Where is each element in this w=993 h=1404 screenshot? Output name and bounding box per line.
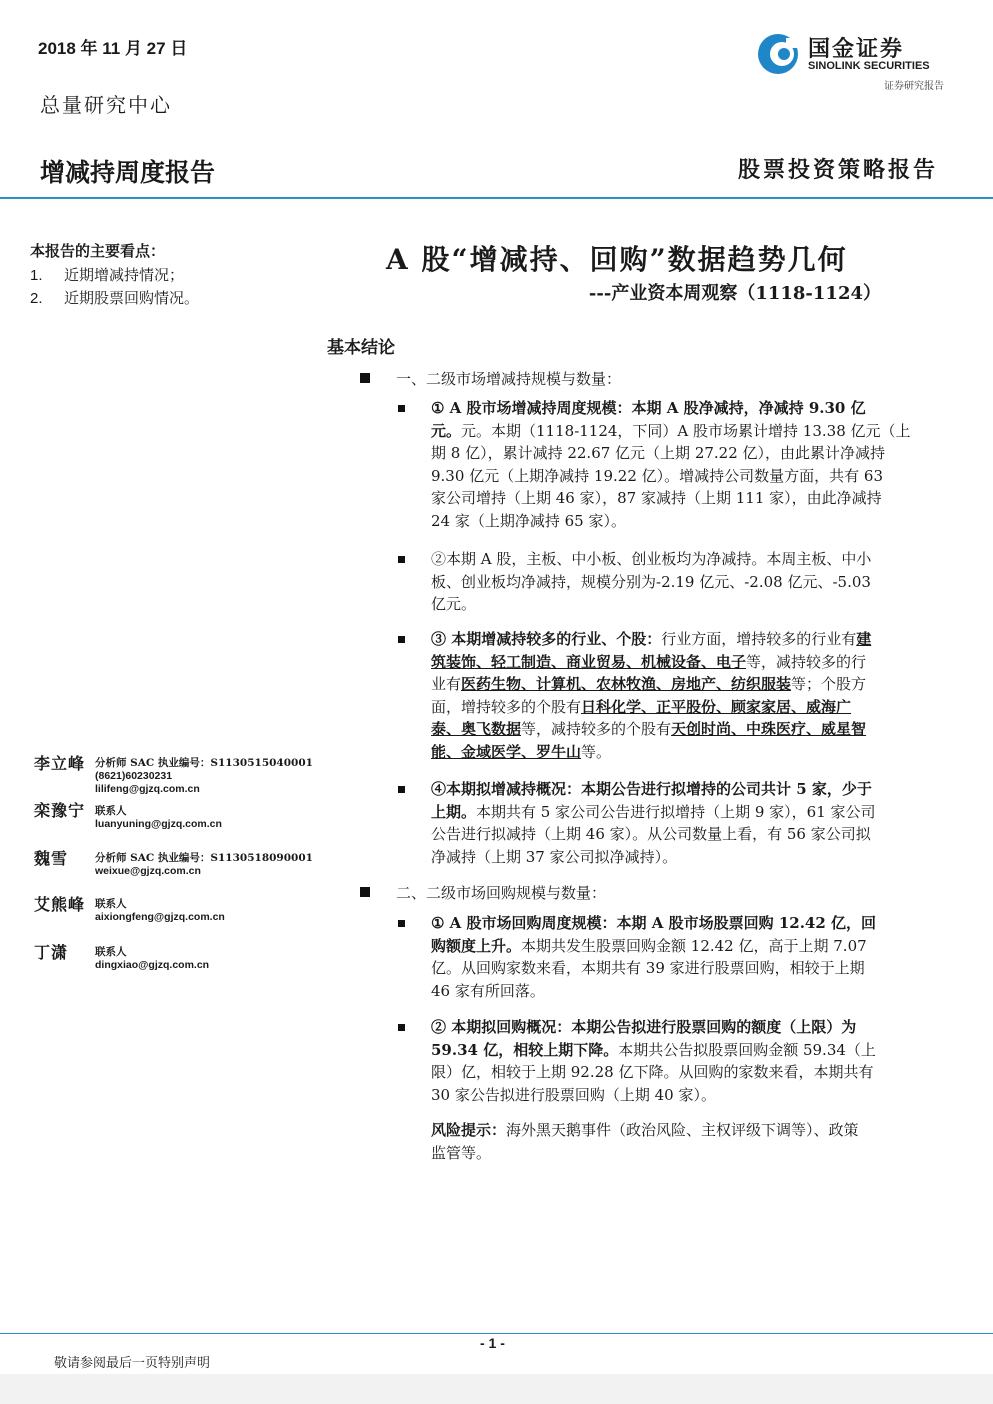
paragraph-lead: ③ 本期增减持较多的行业、个股： <box>431 630 662 648</box>
key-point-text: 近期股票回购情况。 <box>64 289 200 307</box>
report-date: 2018 年 11 月 27 日 <box>38 39 188 58</box>
section-heading <box>360 368 621 389</box>
analyst-info <box>95 805 222 831</box>
analyst-role: 分析师 SAC 执业编号：S1130515040001 <box>95 757 313 769</box>
report-main-title: A 股“增减持、回购”数据趋势几何 <box>386 243 848 276</box>
analyst-info <box>95 898 225 924</box>
paragraph-text: 面，增持较多的个股有 <box>431 697 582 716</box>
paragraph-text: 净减持（上期 37 家公司拟净减持）。 <box>431 847 678 866</box>
analyst-info <box>95 852 313 878</box>
stock-link: 能、金域医学、罗牛山 <box>431 742 582 761</box>
analyst-name: 丁潇 <box>34 943 69 962</box>
square-bullet-icon <box>398 1024 405 1031</box>
paragraph-text: 等；个股方 <box>791 675 867 694</box>
paragraph-text: 业有 <box>431 675 462 694</box>
risk-text: 海外黑天鹅事件（政治风险、主权评级下调等）、政策 <box>506 1121 859 1139</box>
analyst-name: 李立峰 <box>34 754 86 773</box>
risk-label: 风险提示： <box>431 1121 507 1139</box>
key-point-number: 1. <box>30 267 43 284</box>
analyst-email[interactable]: weixue@gjzq.com.cn <box>95 865 201 877</box>
paragraph <box>431 548 945 616</box>
square-bullet-icon <box>398 405 405 412</box>
company-logo <box>756 30 946 94</box>
paragraph-text: 亿。从回购家数来看，本期共有 39 家进行股票回购，相较于上期 <box>431 959 865 978</box>
industry-link: 医药生物、计算机、农林牧渔、房地产、纺织服装 <box>461 675 792 694</box>
logo-subtitle: 证券研究报告 <box>884 81 944 92</box>
paragraph-text: 期 8 亿），累计减持 22.67 亿元（上期 27.22 亿），由此累计净减持 <box>431 444 886 463</box>
footer-disclaimer: 敬请参阅最后一页特别声明 <box>54 1356 211 1371</box>
analyst-info <box>95 757 313 796</box>
paragraph-text: 等，减持较多的行 <box>746 652 867 671</box>
square-bullet-icon <box>398 556 405 563</box>
analyst-name: 栾豫宁 <box>34 801 86 820</box>
research-center-label: 总量研究中心 <box>40 93 172 117</box>
analyst-email[interactable]: dingxiao@gjzq.com.cn <box>95 959 210 971</box>
analyst-name: 魏雪 <box>34 849 69 868</box>
paragraph-text: 本期共发生股票回购金额 12.42 亿，高于上期 7.07 <box>521 936 867 955</box>
analyst-email[interactable]: aixiongfeng@gjzq.com.cn <box>95 911 225 923</box>
analyst-phone: (8621)60230231 <box>95 770 173 782</box>
analyst-role: 联系人 <box>95 946 127 958</box>
paragraph-text: 9.30 亿元（上期净减持 19.22 亿）。增减持公司数量方面，共有 63 <box>431 466 884 485</box>
paragraph-lead-end: 59.34 亿，相较上期下降。 <box>431 1040 619 1059</box>
analyst-role: 分析师 SAC 执业编号：S1130518090001 <box>95 852 313 864</box>
analyst-email[interactable]: luanyuning@gjzq.com.cn <box>95 818 222 830</box>
paragraph-lead: ④本期拟增减持概况：本期公告进行拟增持的公司共计 5 家，少于 <box>431 780 872 798</box>
paragraph <box>431 778 945 868</box>
paragraph-text: 元。本期（1118-1124，下同）A 股市场累计增持 13.38 亿元（上 <box>461 421 911 440</box>
paragraph-lead: ① A 股市场回购周度规模：本期 A 股市场股票回购 12.42 亿，回 <box>431 914 877 932</box>
paragraph-text: 限）亿，相较于上期 92.28 亿下降。从回购的家数来看，本期共有 <box>431 1063 874 1082</box>
report-series-title: 增减持周度报告 <box>40 159 216 187</box>
paragraph-text: 本期共公告拟股票回购金额 59.34（上 <box>618 1040 876 1059</box>
paragraph-lead-end: 上期。 <box>431 802 477 821</box>
logo-chinese-text: 国金证券 <box>808 36 905 61</box>
analyst-name: 艾熊峰 <box>34 895 86 914</box>
paragraph-text: 板、创业板均净减持，规模分别为-2.19 亿元、-2.08 亿元、-5.03 <box>431 572 871 591</box>
header-divider <box>0 197 993 199</box>
paragraph-text: 46 家有所回落。 <box>431 981 545 1000</box>
paragraph <box>431 628 945 764</box>
paragraph-text: 公告进行拟减持（上期 46 家）。从公司数量上看，有 56 家公司拟 <box>431 825 871 844</box>
key-point-item <box>30 287 199 308</box>
industry-link: 建 <box>856 630 872 648</box>
paragraph-text: 家公司增持（上期 46 家），87 家减持（上期 111 家），由此净减持 <box>431 489 882 508</box>
paragraph-lead: ②本期 A 股，主板、中小板、创业板均为净减持。本周主板、中小 <box>431 550 872 568</box>
logo-english-text: SINOLINK SECURITIES <box>808 60 930 72</box>
paragraph-lead-end: 元。 <box>431 421 462 440</box>
stock-link: 天创时尚、中珠医疗、威星智 <box>671 720 867 739</box>
paragraph-text: 等。 <box>581 742 612 761</box>
footer-divider <box>0 1333 993 1334</box>
key-point-item <box>30 264 184 285</box>
analyst-role: 联系人 <box>95 805 127 817</box>
stock-link: 泰、奥飞数据 <box>431 720 522 739</box>
logo-mark-icon <box>756 32 800 76</box>
square-bullet-icon <box>398 920 405 927</box>
paragraph-lead: ① A 股市场增减持周度规模：本期 A 股净减持，净减持 9.30 亿 <box>431 399 866 417</box>
square-bullet-icon <box>398 786 405 793</box>
paragraph-text: 行业方面，增持较多的行业有 <box>661 630 857 648</box>
paragraph-text: 亿元。 <box>431 595 477 614</box>
key-point-number: 2. <box>30 290 43 307</box>
risk-warning <box>431 1119 945 1164</box>
square-bullet-icon <box>398 636 405 643</box>
risk-text: 监管等。 <box>431 1143 492 1162</box>
page-number: - 1 - <box>480 1335 505 1351</box>
page-bottom-band <box>0 1374 993 1404</box>
analyst-email[interactable]: lilifeng@gjzq.com.cn <box>95 783 200 795</box>
square-bullet-icon <box>360 373 370 383</box>
paragraph <box>431 397 945 533</box>
section-heading-text: 一、二级市场增减持规模与数量： <box>396 370 622 388</box>
key-point-text: 近期增减持情况； <box>64 266 185 284</box>
report-subtitle: ---产业资本周观察（1118-1124） <box>588 283 881 304</box>
paragraph-text: 24 家（上期净减持 65 家）。 <box>431 511 626 530</box>
paragraph-text: 30 家公告拟进行股票回购（上期 40 家）。 <box>431 1085 716 1104</box>
paragraph-lead: ② 本期拟回购概况：本期公告拟进行股票回购的额度（上限）为 <box>431 1018 857 1036</box>
industry-link: 筑装饰、轻工制造、商业贸易、机械设备、电子 <box>431 652 747 671</box>
paragraph <box>431 912 945 1002</box>
square-bullet-icon <box>360 887 370 897</box>
paragraph-lead-end: 购额度上升。 <box>431 936 522 955</box>
report-category: 股票投资策略报告 <box>737 157 938 183</box>
conclusion-heading: 基本结论 <box>327 338 395 358</box>
key-points-heading: 本报告的主要看点： <box>30 242 166 260</box>
stock-link: 日科化学、正平股份、顾家家居、威海广 <box>581 697 852 716</box>
paragraph <box>431 1016 945 1106</box>
paragraph-text: 等，减持较多的个股有 <box>521 720 672 739</box>
analyst-role: 联系人 <box>95 898 127 910</box>
section-heading <box>360 882 606 903</box>
section-heading-text: 二、二级市场回购规模与数量： <box>396 884 607 902</box>
paragraph-text: 本期共有 5 家公司公告进行拟增持（上期 9 家），61 家公司 <box>476 802 876 821</box>
analyst-info <box>95 946 209 972</box>
